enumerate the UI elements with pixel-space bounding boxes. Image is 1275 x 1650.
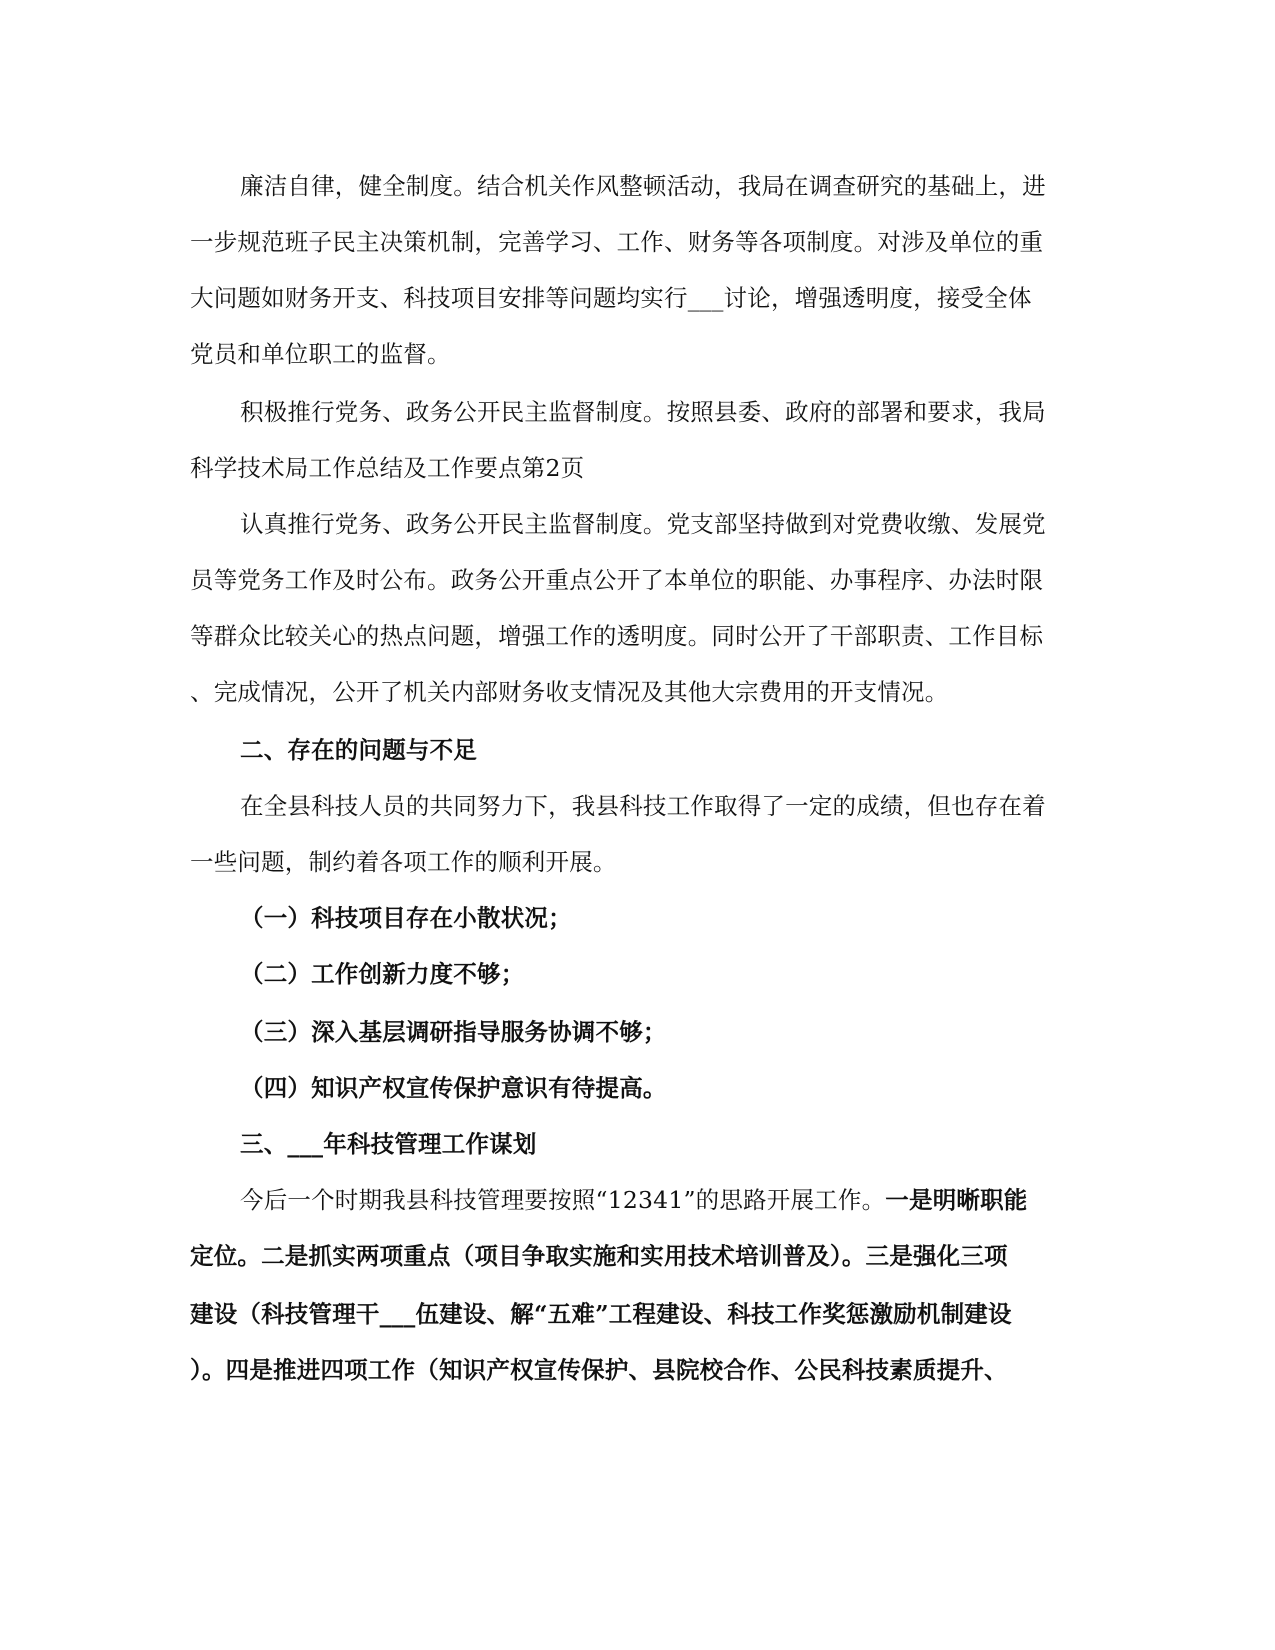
page-marker-line: 科学技术局工作总结及工作要点第2页	[190, 454, 585, 482]
paragraph-bold-text: 一是明晰职能	[885, 1186, 1028, 1214]
paragraph-line: 一些问题，制约着各项工作的顺利开展。	[190, 848, 617, 876]
paragraph-line: 大问题如财务开支、科技项目安排等问题均实行___讨论，增强透明度，接受全体	[190, 284, 1032, 312]
section-heading: 三、___年科技管理工作谋划	[240, 1130, 537, 1158]
paragraph-line: 、完成情况，公开了机关内部财务收支情况及其他大宗费用的开支情况。	[190, 678, 949, 706]
list-item: （三）深入基层调研指导服务协调不够；	[240, 1018, 667, 1046]
paragraph-line: 等群众比较关心的热点问题，增强工作的透明度。同时公开了干部职责、工作目标	[190, 622, 1044, 650]
paragraph-line: 党员和单位职工的监督。	[190, 340, 451, 368]
paragraph-line: 一步规范班子民主决策机制，完善学习、工作、财务等各项制度。对涉及单位的重	[190, 228, 1044, 256]
paragraph-line: 在全县科技人员的共同努力下，我县科技工作取得了一定的成绩，但也存在着	[240, 792, 1046, 820]
paragraph-text: 今后一个时期我县科技管理要按照“12341”的思路开展工作。	[240, 1186, 886, 1214]
list-item: （二）工作创新力度不够；	[240, 960, 525, 988]
list-item: （四）知识产权宣传保护意识有待提高。	[240, 1074, 667, 1102]
paragraph-line: 员等党务工作及时公布。政务公开重点公开了本单位的职能、办事程序、办法时限	[190, 566, 1044, 594]
section-heading: 二、存在的问题与不足	[240, 736, 477, 764]
paragraph-line: 廉洁自律，健全制度。结合机关作风整顿活动，我局在调查研究的基础上，进	[240, 172, 1046, 200]
paragraph-line: ）。四是推进四项工作（知识产权宣传保护、县院校合作、公民科技素质提升、	[190, 1356, 1008, 1384]
list-item: （一）科技项目存在小散状况；	[240, 904, 572, 932]
paragraph-line: 认真推行党务、政务公开民主监督制度。党支部坚持做到对党费收缴、发展党	[240, 510, 1046, 538]
paragraph-line: 建设（科技管理干___伍建设、解“五难”工程建设、科技工作奖惩激励机制建设	[190, 1300, 1012, 1328]
paragraph-line: 定位。二是抓实两项重点（项目争取实施和实用技术培训普及）。三是强化三项	[190, 1242, 1008, 1270]
paragraph-line	[240, 1184, 1090, 1216]
paragraph-line: 积极推行党务、政务公开民主监督制度。按照县委、政府的部署和要求，我局	[240, 398, 1046, 426]
